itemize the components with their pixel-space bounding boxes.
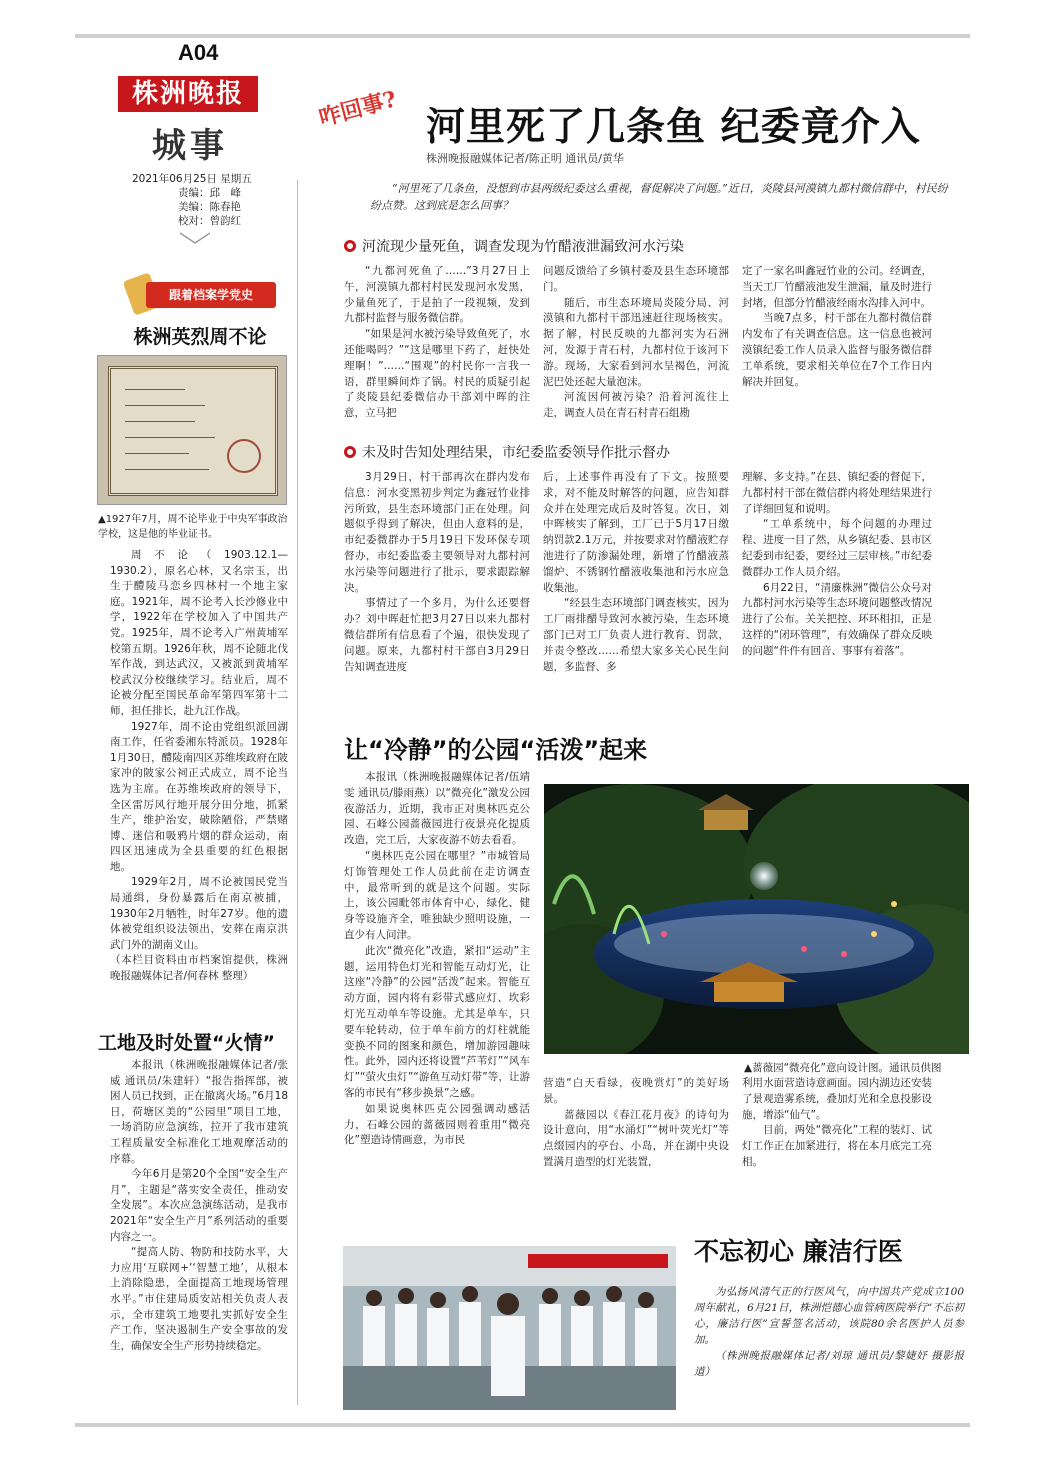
column-divider [297, 180, 298, 1405]
park-night-illustration [544, 784, 969, 1054]
article-lead: “河里死了几条鱼，没想到市县两级纪委这么重视，督促解决了问题。”近日，炎陵县河漠镇九都村微信群中，村民纷纷点赞。这到底是怎么回事？ [370, 182, 948, 212]
fire-article-title: 工地及时处置“火情” [98, 1032, 275, 1054]
banner-label: 跟着档案学党史 [146, 282, 276, 308]
subheading-text: 未及时告知处理结果，市纪委监委领导作批示督办 [362, 445, 670, 461]
paragraph: 本报讯（株洲晚报融媒体记者/张威 通讯员/朱建轩）“报告指挥部，被困人员已找到，正在撤离火场。”6月18日，荷塘区美的“公园里”项目工地，一场消防应急演练，拉开了我市建筑工程质量安全标准化工地观摩活动的序幕。 [110, 1059, 288, 1165]
bullet-icon [344, 240, 356, 252]
newspaper-masthead: 株洲晚报 [118, 76, 258, 112]
paragraph: 问题反馈给了乡镇村委及县生态环境部门。 [543, 265, 729, 293]
chevron-down-icon [180, 232, 210, 244]
paragraph: “如果是河水被污染导致鱼死了，水还能喝吗？”“这是哪里下药了，赶快处理啊！”……“围观”的村民你一言我一语，群里瞬间炸了锅。村民的质疑引起了炎陵县纪委微信办干部刘中晖的注意，立马把 [344, 328, 530, 420]
park-lighting-photo [544, 784, 969, 1054]
paragraph: 1929年2月，周不论被国民党当局通缉，身份暴露后在南京被捕，1930年2月牺牲，时年27岁。他的遗体被党组织设法领出，安葬在南京洪武门外的湖南义山。 [110, 876, 288, 951]
paragraph: 6月22日，“清廉株洲”微信公众号对九都村河水污染等生态环境问题整改情况进行了公布。关关把控、环环相扣，正是这样的“闭环管理”，有效确保了群众反映的问题“件件有回音、事事有着落”。 [742, 581, 932, 657]
article-byline: 株洲晚报融媒体记者/陈正明 通讯员/黄华 [426, 152, 624, 165]
designer-credit: 美编：陈春艳 [178, 201, 241, 213]
martyr-title: 株洲英烈周不论 [133, 326, 267, 348]
paragraph: 随后，市生态环境局炎陵分局、河漠镇和九都村干部迅速赶往现场核实。据了解，村民反映的九都河实为石洲河，发源于青石村，九都村位于该河下游。现场，大家看到河水呈褐色，河流泥巴处还起大量泡沫。 [543, 296, 729, 388]
subheading-text: 河流现少量死鱼，调查发现为竹醋液泄漏致河水污染 [362, 239, 684, 255]
page-number: A04 [178, 40, 219, 65]
text-column [543, 264, 729, 422]
paragraph: 营造“白天看绿，夜晚赏灯”的美好场景。 [543, 1077, 729, 1105]
bottom-rule [75, 1423, 970, 1427]
paragraph: 河流因何被污染？沿着河流往上走，调查人员在青石村青石组勘 [543, 391, 729, 420]
section-name: 城事 [152, 126, 228, 166]
top-rule [75, 34, 970, 38]
photo-credit: （株洲晚报融媒体记者/刘琼 通讯员/黎婕妤 摄影报道） [694, 1350, 964, 1378]
text-column [344, 470, 530, 675]
paragraph: 此次“微亮化”改造，紧扣“运动”主题，运用特色灯光和智能互动灯光，让这座“冷静”的公园“活泼”起来。智能互动方面，园内将有彩带式感应灯、坎彩灯光互动单车等设施。尤其是单车，只要车轮转动，位于单车前方的灯柱就能变换不同的图案和颜色，增加游园趣味性。此外，园内还将设置“芦苇灯”“风车灯”“萤火虫灯”“游鱼互动灯带”等，让游客的市民有“移步换景”之感。 [344, 944, 530, 1099]
text-column [543, 470, 729, 675]
page-meta [132, 172, 252, 228]
article-kicker: 咋回事? [316, 86, 400, 132]
text-column [344, 770, 530, 1149]
text-column [543, 1076, 729, 1171]
martyr-biography [110, 548, 288, 985]
text-column [742, 1076, 932, 1171]
text-column [344, 264, 530, 422]
paragraph: “工单系统中，每个问题的办理过程、进度一目了然，从乡镇纪委、县市区纪委到市纪委，要经过三层审核。”市纪委微群办工作人员介绍。 [742, 518, 932, 578]
oath-article-body [694, 1284, 964, 1380]
paragraph: 理解、多支持。”在县、镇纪委的督促下，九都村村干部在微信群内将处理结果进行了详细回复和说明。 [742, 471, 932, 515]
paragraph: 本报讯（株洲晚报融媒体记者/伍靖雯 通讯员/滕雨燕）以“微亮化”激发公园夜游活力，近期，我市正对奥林匹克公园、石峰公园蔷薇园进行夜景亮化提质改造，完工后，大家夜游不妨去看看。 [344, 771, 530, 847]
paragraph: 定了一家名叫鑫冠竹业的公司。经调查，当天工厂竹醋液池发生泄漏，量及时进行封堵，但部分竹醋液经雨水沟排入河中。 [742, 265, 932, 309]
proofreader-credit: 校对：曾韵红 [178, 215, 241, 227]
subheading [344, 236, 684, 256]
subheading [344, 442, 670, 462]
oath-article-headline: 不忘初心 廉洁行医 [694, 1237, 903, 1266]
certificate-caption: ▲1927年7月，周不论毕业于中央军事政治学校，这是他的毕业证书。 [98, 514, 288, 540]
paragraph: 3月29日，村干部再次在群内发布信息：河水变黑初步判定为鑫冠竹业排污所致，县生态环境部门正在处理。问题似乎得到了解决，但由人意料的是，市纪委微群办于5月19日下发环保专项督办，市纪委监委主要领导对九都村河水污染等问题进行了批示，要求跟踪解决。 [344, 471, 530, 594]
text-column [742, 264, 932, 390]
paragraph: 当晚7点多，村干部在九都村微信群内发布了有关调查信息。这一信息也被河漠镇纪委工作人员录入监督与服务微信群工单系统，要求相关单位在7个工作日内解决并回复。 [742, 312, 932, 388]
oath-ceremony-photo [343, 1246, 676, 1410]
seal-icon [227, 439, 261, 473]
editor-credit: 责编：邱 峰 [178, 187, 241, 199]
paragraph: 事情过了一个多月，为什么还要督办？刘中晖赶忙把3月27日以来九都村微信群所有信息看了个遍，很快发现了问题。原来，九都村村干部自3月29日告知调查进度 [344, 597, 530, 673]
paragraph: 周不论（1903.12.1—1930.2），原名心林，又名宗玉，出生于醴陵马恋乡四林村一个地主家庭。1921年，周不论考入长沙修业中学，1922年在学校加入了中国共产党。1925年，周不论考入广州黄埔军校第五期。1926年秋，周不论随北伐军作战，到达武汉，又被派到黄埔军校武汉分校继续学习。结业后，周不论被分配至国民革命军第四军第十二师，担任排长，赴九江作战。 [110, 549, 288, 717]
paragraph: “奥林匹克公园在哪里？”市城管局灯饰管理处工作人员此前在走访调查中，最常听到的就是这个问题。实际上，该公园毗邻市体育中心，绿化、健身等设施齐全，唯独缺少照明设施，一直少有人问津。 [344, 849, 530, 941]
paragraph: 今年6月是第20个全国“安全生产月”，主题是“落实安全责任，推动安全发展”。本次应急演练活动，是我市2021年“安全生产月”系列活动的重要内容之一。 [110, 1168, 288, 1243]
paragraph: 为弘扬风清气正的行医风气，向中国共产党成立100周年献礼，6月21日，株洲恺德心血管病医院举行“不忘初心，廉洁行医”宣誓签名活动，该院80余名医护人员参加。 [694, 1286, 964, 1346]
article-headline: 河里死了几条鱼 纪委竟介入 [426, 105, 921, 150]
paragraph: 后，上述事件再没有了下文。按照要求，对不能及时解答的问题，应告知群众并在处理完成后及时答复。次日，刘中晖核实了解到，工厂已于5月17日缴纳罚款2.1万元，并按要求对竹醋液贮存池进行了防渗漏处理，新增了竹醋液蒸馏炉、不锈钢竹醋液收集池和污水应急收集池。 [543, 471, 729, 594]
paragraph: “经县生态环境部门调查核实，因为工厂雨排醋导致河水被污染，生态环境部门已对工厂负责人进行教育、罚款，并责令整改……希望大家多关心民生问题，多监督、多 [543, 597, 729, 673]
paragraph: “提高人防、物防和技防水平，大力应用‘互联网+’‘智慧工地’，从根本上消除隐患，全面提高工地现场管理水平。”市住建局质安站相关负责人表示，全市建筑工地要扎实抓好安全生产工作，坚决遏制生产安全事故的发生，确保安全生产形势持续稳定。 [110, 1246, 288, 1352]
medical-staff-illustration [343, 1246, 676, 1410]
bullet-icon [344, 446, 356, 458]
paragraph: 1927年，周不论由党组织派回湖南工作，任省委湘东特派员。1928年1月30日，醴陵南四区苏维埃政府在陂家冲的陂家公祠正式成立，周不论当选为主席。在苏维埃政府的领导下，全区雷厉风行地开展分田分地，抓紧生产，维护治安，破除陋俗，严禁赌博、迷信和吸鸦片烟的群众运动，南四区迅速成为全县重要的红色根据地。 [110, 720, 288, 873]
paragraph: 目前，两处“微亮化”工程的装灯、试灯工作正在加紧进行，将在本月底完工亮相。 [742, 1124, 932, 1168]
paragraph: “九都河死鱼了……”3月27日上午，河漠镇九都村村民发现河水发黑，少量鱼死了，于是拍了一段视频，发到九都村监督与服务微信群。 [344, 265, 530, 325]
park-photo-caption: ▲蔷薇园“微亮化”意向设计图。通讯员供图 [744, 1062, 942, 1074]
certificate-photo [97, 355, 287, 505]
fire-article-body [110, 1058, 288, 1354]
paragraph: 蔷薇园以《春江花月夜》的诗句为设计意向，用“水涌灯”“树叶荧光灯”等点缀园内的亭台、小岛，并在湖中央设置满月造型的灯光装置， [543, 1108, 729, 1168]
park-article-headline: 让“冷静”的公园“活泼”起来 [344, 736, 648, 764]
paragraph: 利用水面营造诗意画面。园内湖边还安装了景观造雾系统，叠加灯光和全息投影设施，增添“仙气”。 [742, 1077, 932, 1121]
source-note: （本栏目资料由市档案馆提供，株洲晚报融媒体记者/何春林 整理） [110, 954, 288, 983]
text-column [742, 470, 932, 660]
issue-date: 2021年06月25日 星期五 [132, 173, 252, 185]
paragraph: 如果说奥林匹克公园强调动感活力，石峰公园的蔷薇园则着重用“微亮化”塑造诗情画意，为市民 [344, 1102, 530, 1147]
party-history-banner [120, 274, 280, 314]
